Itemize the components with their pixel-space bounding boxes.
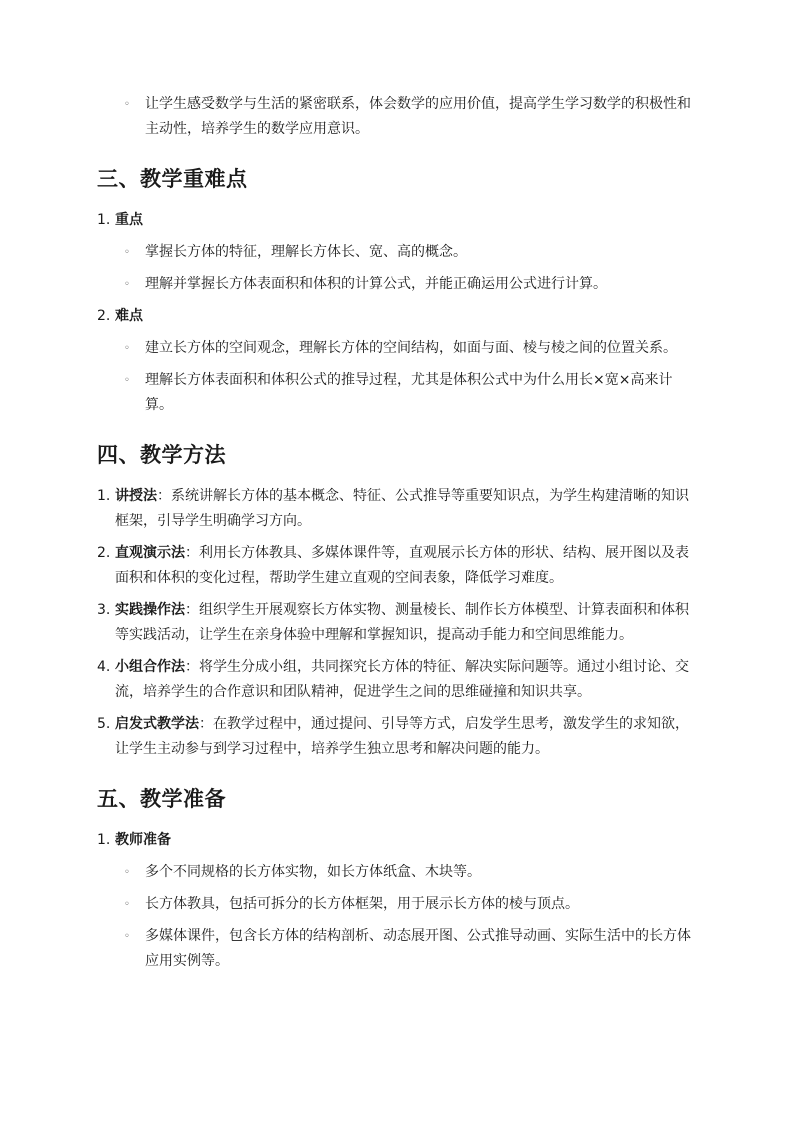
item-number: 1.: [97, 832, 111, 848]
numbered-item-key: [97, 208, 697, 233]
item-title: 小组合作法: [115, 659, 185, 675]
bullet-text: 掌握长方体的特征，理解长方体长、宽、高的概念。: [145, 244, 467, 260]
item-number: 1.: [97, 488, 111, 504]
item-number: 3.: [97, 602, 111, 618]
list-item: [97, 272, 697, 297]
bullet-text: 让学生感受数学与生活的紧密联系，体会数学的应用价值，提高学生学习数学的积极性和主动性，培养学生的数学应用意识。: [145, 96, 691, 137]
item-title: 启发式教学法: [115, 716, 199, 732]
item-text: ：利用长方体教具、多媒体课件等，直观展示长方体的形状、结构、展开图以及表面积和体积的变化过程，帮助学生建立直观的空间表象，降低学习难度。: [115, 545, 689, 586]
sub-list: [97, 860, 697, 974]
item-title: 难点: [115, 308, 143, 324]
bullet-marker: ◦: [124, 343, 130, 354]
item-number: 1.: [97, 212, 111, 228]
item-text: ：组织学生开展观察长方体实物、测量棱长、制作长方体模型、计算表面积和体积等实践活动，让学生在亲身体验中理解和掌握知识，提高动手能力和空间思维能力。: [115, 602, 689, 643]
numbered-item: [97, 598, 697, 648]
list-item: [97, 860, 697, 885]
bullet-text: 多个不同规格的长方体实物，如长方体纸盒、木块等。: [145, 864, 481, 880]
bullet-text: 建立长方体的空间观念，理解长方体的空间结构，如面与面、棱与棱之间的位置关系。: [145, 340, 677, 356]
bullet-marker: ◦: [124, 867, 130, 878]
bullet-text: 长方体教具，包括可拆分的长方体框架，用于展示长方体的棱与顶点。: [145, 896, 579, 912]
section-heading-teaching-methods: 四、教学方法: [97, 443, 226, 467]
numbered-item: [97, 655, 697, 705]
numbered-item: [97, 712, 697, 762]
item-title: 重点: [115, 212, 143, 228]
bullet-marker: ◦: [124, 247, 130, 258]
list-item: [97, 336, 697, 361]
sub-list: [97, 240, 697, 297]
numbered-item-difficult: [97, 304, 697, 329]
list-item: [97, 924, 697, 974]
bullet-marker: ◦: [124, 931, 130, 942]
list-item: [97, 240, 697, 265]
bullet-marker: ◦: [124, 375, 130, 386]
bullet-text: 多媒体课件，包含长方体的结构剖析、动态展开图、公式推导动画、实际生活中的长方体应用实例等。: [145, 928, 691, 969]
item-text: ：将学生分成小组，共同探究长方体的特征、解决实际问题等。通过小组讨论、交流，培养学生的合作意识和团队精神，促进学生之间的思维碰撞和知识共享。: [115, 659, 689, 700]
item-title: 直观演示法: [115, 545, 185, 561]
list-item: [97, 368, 697, 418]
item-text: ：在教学过程中，通过提问、引导等方式，启发学生思考，激发学生的求知欲，让学生主动参与到学习过程中，培养学生独立思考和解决问题的能力。: [115, 716, 689, 757]
bullet-marker: ◦: [124, 279, 130, 290]
numbered-item: [97, 484, 697, 534]
item-title: 讲授法: [115, 488, 157, 504]
bullet-marker: ◦: [124, 899, 130, 910]
item-number: 4.: [97, 659, 111, 675]
item-title: 教师准备: [115, 832, 171, 848]
item-title: 实践操作法: [115, 602, 185, 618]
document-content: [97, 92, 697, 981]
item-number: 2.: [97, 308, 111, 324]
item-number: 5.: [97, 716, 111, 732]
section-heading-key-points: 三、教学重难点: [97, 167, 248, 191]
bullet-text: 理解长方体表面积和体积公式的推导过程，尤其是体积公式中为什么用长×宽×高来计算。: [145, 372, 673, 413]
item-text: ：系统讲解长方体的基本概念、特征、公式推导等重要知识点，为学生构建清晰的知识框架，引导学生明确学习方向。: [115, 488, 689, 529]
bullet-marker: ◦: [124, 99, 130, 110]
numbered-item: [97, 541, 697, 591]
numbered-item-teacher-prep: [97, 828, 697, 853]
bullet-text: 理解并掌握长方体表面积和体积的计算公式，并能正确运用公式进行计算。: [145, 276, 607, 292]
section-heading-preparation: 五、教学准备: [97, 787, 226, 811]
list-item: [97, 892, 697, 917]
item-number: 2.: [97, 545, 111, 561]
sub-list: [97, 336, 697, 418]
list-item: [97, 92, 697, 142]
